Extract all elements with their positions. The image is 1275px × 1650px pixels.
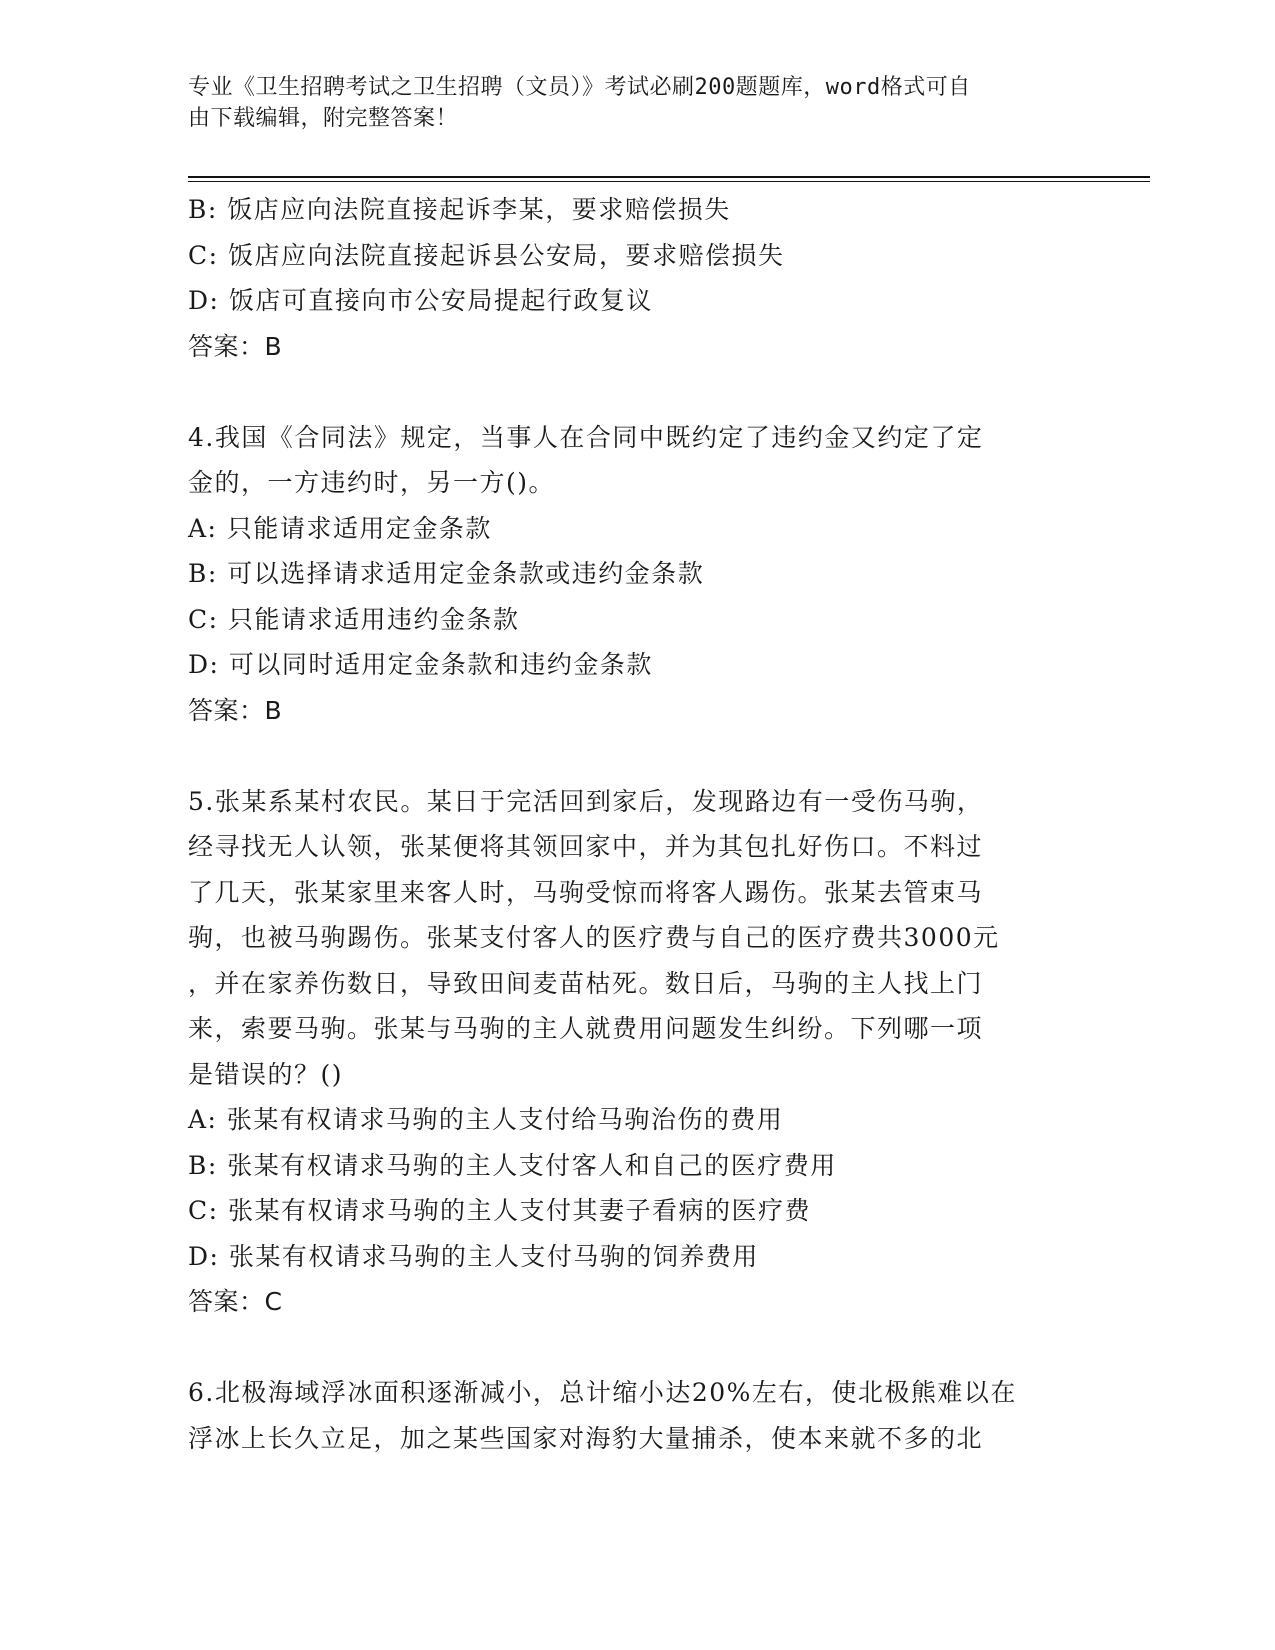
question-stem: 浮冰上长久立足，加之某些国家对海豹大量捕杀，使本来就不多的北 (188, 1423, 984, 1453)
document-body (188, 187, 1088, 1461)
question-stem: 了几天，张某家里来客人时，马驹受惊而将客人踢伤。张某去管束马 (188, 877, 984, 907)
spacer (188, 733, 1088, 779)
question-stem: 6.北极海域浮冰面积逐渐减小，总计缩小达20%左右，使北极熊难以在 (188, 1378, 1017, 1407)
answer: 答案：B (188, 331, 283, 361)
question-4 (188, 415, 1088, 734)
option-c: C: 饭店应向法院直接起诉县公安局，要求赔偿损失 (188, 240, 785, 270)
option-b: B: 饭店应向法院直接起诉李某，要求赔偿损失 (188, 195, 731, 224)
question-stem: 是错误的？() (188, 1059, 344, 1089)
spacer (188, 1325, 1088, 1371)
option-d: D: 可以同时适用定金条款和违约金条款 (188, 650, 653, 679)
question-stem: 来，索要马驹。张某与马驹的主人就费用问题发生纠纷。下列哪一项 (188, 1014, 984, 1043)
spacer (188, 369, 1088, 415)
question-stem: ，并在家养伤数日，导致田间麦苗枯死。数日后，马驹的主人找上门 (188, 968, 984, 998)
question-stem: 5.张某系某村农民。某日于完活回到家后，发现路边有一受伤马驹， (188, 786, 984, 816)
page-header (188, 72, 1068, 134)
option-c: C: 只能请求适用违约金条款 (188, 604, 520, 634)
option-b: B: 可以选择请求适用定金条款或违约金条款 (188, 559, 705, 588)
question-stem: 驹，也被马驹踢伤。张某支付客人的医疗费与自己的医疗费共3000元 (188, 923, 1000, 952)
option-a: A: 张某有权请求马驹的主人支付给马驹治伤的费用 (188, 1105, 784, 1134)
answer: 答案：C (188, 1287, 283, 1316)
question-5 (188, 779, 1088, 1325)
option-b: B: 张某有权请求马驹的主人支付客人和自己的医疗费用 (188, 1150, 837, 1180)
header-divider-thick (188, 176, 1150, 178)
answer: 答案：B (188, 695, 283, 725)
option-a: A: 只能请求适用定金条款 (188, 513, 492, 543)
question-3 (188, 187, 1088, 369)
option-d: D: 张某有权请求马驹的主人支付马驹的饲养费用 (188, 1241, 759, 1271)
option-c: C: 张某有权请求马驹的主人支付其妻子看病的医疗费 (188, 1196, 812, 1225)
header-divider-thin (188, 181, 1150, 182)
question-stem: 4.我国《合同法》规定，当事人在合同中既约定了违约金又约定了定 (188, 422, 984, 452)
option-d: D: 饭店可直接向市公安局提起行政复议 (188, 286, 653, 315)
header-line-1: 专业《卫生招聘考试之卫生招聘（文员）》考试必刷200题题库，word格式可自 (188, 75, 971, 100)
question-stem: 金的，一方违约时，另一方()。 (188, 468, 556, 497)
header-line-2: 由下载编辑，附完整答案！ (188, 106, 459, 131)
question-stem: 经寻找无人认领，张某便将其领回家中，并为其包扎好伤口。不料过 (188, 832, 984, 861)
question-6 (188, 1370, 1088, 1461)
